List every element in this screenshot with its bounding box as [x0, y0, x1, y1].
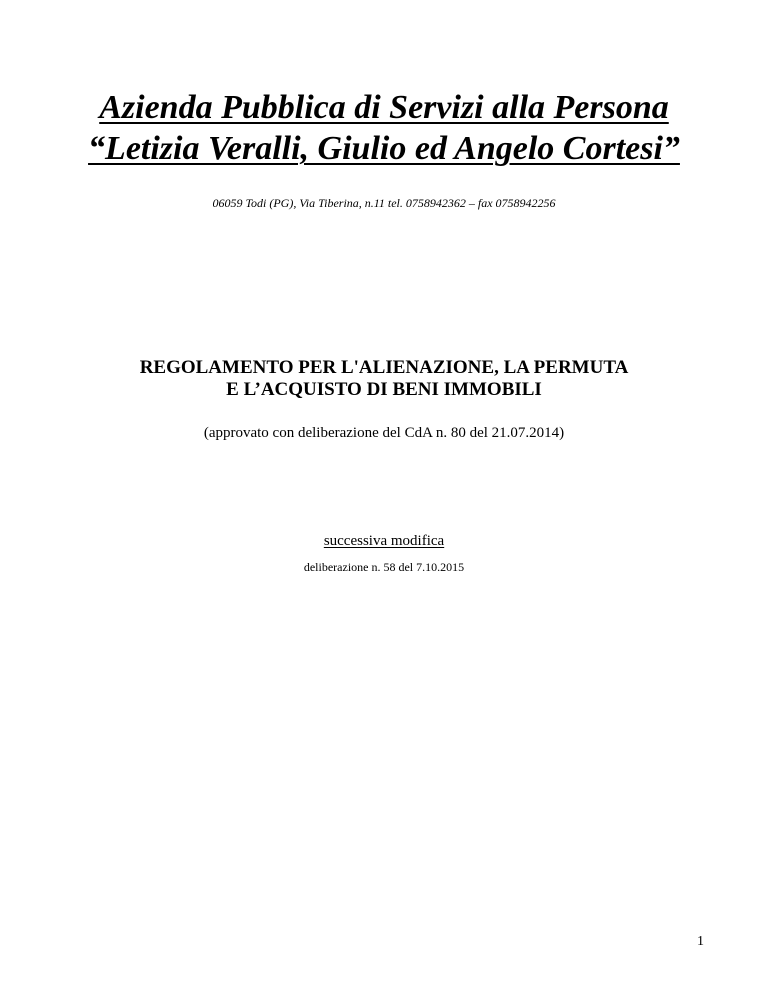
organization-subtitle [0, 129, 768, 169]
organization-name [0, 88, 768, 128]
amendment-label-text: successiva modifica [323, 533, 445, 549]
document-title-line-2: E L’ACQUISTO DI BENI IMMOBILI [226, 379, 542, 400]
organization-subtitle-text: “Letizia Veralli, Giulio ed Angelo Cortesi” [88, 130, 680, 167]
organization-name-text: Azienda Pubblica di Servizi alla Persona [99, 89, 669, 126]
document-title-line-1: REGOLAMENTO PER L'ALIENAZIONE, LA PERMUTA [139, 357, 629, 378]
amendment-label [0, 532, 768, 550]
approval-note: (approvato con deliberazione del CdA n. 80 del 21.07.2014) [203, 425, 565, 441]
page-number: 1 [697, 934, 704, 949]
amendment-detail: deliberazione n. 58 del 7.10.2015 [303, 560, 465, 574]
organization-address: 06059 Todi (PG), Via Tiberina, n.11 tel. 0758942362 – fax 0758942256 [212, 196, 556, 210]
